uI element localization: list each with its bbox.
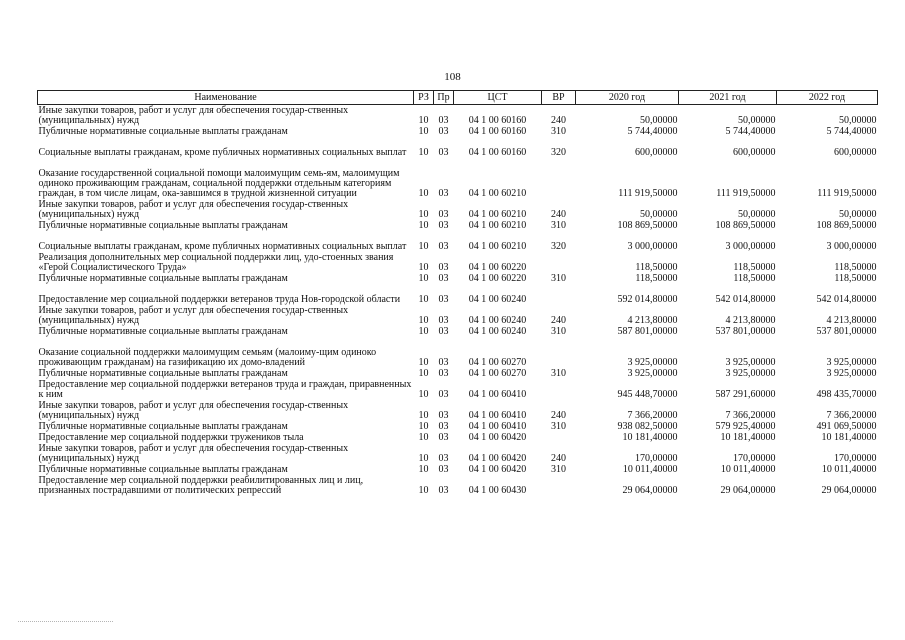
row-2020: 118,50000 [635, 273, 678, 284]
table-row [38, 158, 878, 199]
row-pr: 03 [438, 464, 449, 475]
row-2021: 542 014,80000 [715, 294, 776, 305]
table-row [38, 305, 878, 326]
row-2021: 111 919,50000 [716, 188, 776, 199]
row-2020: 170,00000 [635, 453, 678, 464]
row-2020: 3 925,00000 [627, 357, 678, 368]
row-2020: 10 181,40000 [622, 432, 678, 443]
row-pr: 03 [438, 368, 449, 379]
table-row [38, 284, 878, 305]
row-2020: 7 366,20000 [627, 410, 678, 421]
row-2021: 3 000,00000 [725, 241, 776, 252]
row-cst: 04 1 00 60410 [468, 389, 527, 400]
row-cst: 04 1 00 60210 [468, 220, 527, 231]
header-name: Наименование [38, 91, 414, 105]
row-rz: 10 [418, 115, 429, 126]
row-vr: 240 [551, 315, 566, 326]
row-vr [542, 432, 576, 443]
row-2022: 111 919,50000 [817, 188, 877, 199]
row-2022: 4 213,80000 [826, 315, 877, 326]
table-row [38, 252, 878, 273]
row-2021: 4 213,80000 [725, 315, 776, 326]
table-row [38, 475, 878, 496]
row-cst: 04 1 00 60240 [468, 326, 527, 337]
row-pr: 03 [438, 241, 449, 252]
row-vr: 310 [551, 126, 566, 137]
row-vr [542, 379, 576, 400]
row-name: Реализация дополнительных мер социальной поддержки лиц, удо-стоенных звания «Герой Социалистического Труда» [38, 252, 394, 273]
row-2021: 50,00000 [738, 115, 776, 126]
table-row [38, 464, 878, 475]
header-rz: РЗ [414, 91, 434, 105]
row-2020: 945 448,70000 [617, 389, 678, 400]
row-cst: 04 1 00 60220 [468, 273, 527, 284]
table-row [38, 137, 878, 158]
row-name: Публичные нормативные социальные выплаты гражданам [38, 368, 288, 379]
row-pr: 03 [438, 220, 449, 231]
row-cst: 04 1 00 60410 [468, 421, 527, 432]
row-pr: 03 [438, 357, 449, 368]
row-pr: 03 [438, 326, 449, 337]
row-2022: 118,50000 [834, 262, 877, 273]
row-rz: 10 [418, 326, 429, 337]
row-2021: 587 291,60000 [715, 389, 776, 400]
row-pr: 03 [438, 115, 449, 126]
table-row [38, 326, 878, 337]
row-2020: 50,00000 [640, 209, 678, 220]
row-name: Предоставление мер социальной поддержки тружеников тыла [38, 432, 304, 443]
row-2021: 7 366,20000 [725, 410, 776, 421]
table-row [38, 273, 878, 284]
row-2021: 537 801,00000 [715, 326, 776, 337]
row-2022: 170,00000 [834, 453, 877, 464]
row-pr: 03 [438, 421, 449, 432]
header-2021: 2021 год [679, 91, 777, 105]
row-cst: 04 1 00 60160 [468, 126, 527, 137]
row-pr: 03 [438, 126, 449, 137]
row-2021: 600,00000 [733, 147, 776, 158]
row-vr: 320 [551, 241, 566, 252]
row-rz: 10 [418, 464, 429, 475]
row-cst: 04 1 00 60210 [468, 241, 527, 252]
row-2022: 491 069,50000 [816, 421, 877, 432]
row-2021: 3 925,00000 [725, 357, 776, 368]
row-2020: 118,50000 [635, 262, 678, 273]
row-rz: 10 [418, 220, 429, 231]
row-2021: 3 925,00000 [725, 368, 776, 379]
row-rz: 10 [418, 126, 429, 137]
row-2021: 29 064,00000 [720, 485, 776, 496]
row-2022: 3 925,00000 [826, 368, 877, 379]
table-row [38, 443, 878, 464]
row-2021: 50,00000 [738, 209, 776, 220]
table-row [38, 220, 878, 231]
row-pr: 03 [438, 294, 449, 305]
table-row [38, 199, 878, 220]
header-2020: 2020 год [576, 91, 679, 105]
row-pr: 03 [438, 273, 449, 284]
row-pr: 03 [438, 315, 449, 326]
header-pr: Пр [434, 91, 454, 105]
row-vr: 310 [551, 326, 566, 337]
row-cst: 04 1 00 60160 [468, 115, 527, 126]
row-vr [542, 158, 576, 199]
table-row [38, 231, 878, 252]
row-name: Публичные нормативные социальные выплаты гражданам [38, 126, 288, 137]
row-vr: 310 [551, 464, 566, 475]
table-row [38, 400, 878, 421]
row-pr: 03 [438, 432, 449, 443]
row-vr [542, 475, 576, 496]
row-2021: 118,50000 [733, 262, 776, 273]
row-vr [542, 284, 576, 305]
row-name: Иные закупки товаров, работ и услуг для обеспечения государ-ственных (муниципальных) нужд [38, 443, 349, 464]
row-2021: 579 925,40000 [715, 421, 776, 432]
row-2022: 10 011,40000 [821, 464, 877, 475]
row-2020: 3 925,00000 [627, 368, 678, 379]
row-vr: 240 [551, 115, 566, 126]
row-name: Иные закупки товаров, работ и услуг для обеспечения государ-ственных (муниципальных) нужд [38, 105, 349, 126]
row-2020: 5 744,40000 [627, 126, 678, 137]
header-vr: ВР [542, 91, 576, 105]
row-cst: 04 1 00 60430 [468, 485, 527, 496]
row-name: Иные закупки товаров, работ и услуг для обеспечения государ-ственных (муниципальных) нужд [38, 400, 349, 421]
row-2020: 4 213,80000 [627, 315, 678, 326]
row-name: Социальные выплаты гражданам, кроме публичных нормативных социальных выплат [38, 241, 407, 252]
row-cst: 04 1 00 60160 [468, 147, 527, 158]
row-name: Публичные нормативные социальные выплаты гражданам [38, 220, 288, 231]
row-2022: 498 435,70000 [816, 389, 877, 400]
row-name: Социальные выплаты гражданам, кроме публичных нормативных социальных выплат [38, 147, 407, 158]
row-rz: 10 [418, 432, 429, 443]
row-2020: 3 000,00000 [627, 241, 678, 252]
row-2020: 111 919,50000 [618, 188, 678, 199]
row-2020: 108 869,50000 [617, 220, 678, 231]
row-rz: 10 [418, 485, 429, 496]
row-rz: 10 [418, 188, 429, 199]
row-2021: 5 744,40000 [725, 126, 776, 137]
row-cst: 04 1 00 60240 [468, 294, 527, 305]
row-rz: 10 [418, 262, 429, 273]
table-row [38, 337, 878, 368]
row-cst: 04 1 00 60240 [468, 315, 527, 326]
row-2022: 542 014,80000 [816, 294, 877, 305]
table-row [38, 432, 878, 443]
row-name: Оказание социальной поддержки малоимущим семьям (малоиму-щим одиноко проживающим гражданам) на газификацию их домо-владений [38, 347, 377, 368]
row-rz: 10 [418, 357, 429, 368]
row-rz: 10 [418, 421, 429, 432]
row-vr: 240 [551, 410, 566, 421]
row-2022: 10 181,40000 [821, 432, 877, 443]
row-rz: 10 [418, 241, 429, 252]
row-vr: 310 [551, 220, 566, 231]
row-name: Иные закупки товаров, работ и услуг для обеспечения государ-ственных (муниципальных) нужд [38, 305, 349, 326]
row-cst: 04 1 00 60420 [468, 464, 527, 475]
row-vr: 240 [551, 453, 566, 464]
row-name: Предоставление мер социальной поддержки ветеранов труда Нов-городской области [38, 294, 401, 305]
row-vr [542, 337, 576, 368]
row-rz: 10 [418, 368, 429, 379]
scan-artifact [18, 621, 113, 625]
header-2022: 2022 год [777, 91, 878, 105]
row-2022: 50,00000 [839, 209, 877, 220]
page-number: 108 [444, 71, 461, 83]
row-2022: 3 925,00000 [826, 357, 877, 368]
row-cst: 04 1 00 60420 [468, 432, 527, 443]
row-rz: 10 [418, 315, 429, 326]
header-cst: ЦСТ [454, 91, 542, 105]
row-name: Предоставление мер социальной поддержки реабилитированных лиц и лиц, признанных пострадавшими от политических репрессий [38, 475, 364, 496]
row-2022: 3 000,00000 [826, 241, 877, 252]
row-2022: 50,00000 [839, 115, 877, 126]
row-2020: 10 011,40000 [622, 464, 678, 475]
row-pr: 03 [438, 389, 449, 400]
row-vr: 320 [551, 147, 566, 158]
row-2020: 29 064,00000 [622, 485, 678, 496]
row-2020: 592 014,80000 [617, 294, 678, 305]
row-name: Оказание государственной социальной помощи малоимущим семь-ям, малоимущим одиноко проживающим гражданам, социальной поддержки отдельным категориям граждан, в том числе лицам, ока-завшимся в трудной жизненной ситуации [38, 168, 400, 199]
row-rz: 10 [418, 410, 429, 421]
row-cst: 04 1 00 60220 [468, 262, 527, 273]
row-cst: 04 1 00 60210 [468, 209, 527, 220]
row-pr: 03 [438, 410, 449, 421]
row-2022: 29 064,00000 [821, 485, 877, 496]
table-row [38, 379, 878, 400]
row-rz: 10 [418, 147, 429, 158]
row-pr: 03 [438, 209, 449, 220]
row-name: Публичные нормативные социальные выплаты гражданам [38, 273, 288, 284]
row-rz: 10 [418, 294, 429, 305]
row-name: Публичные нормативные социальные выплаты гражданам [38, 326, 288, 337]
row-2021: 108 869,50000 [715, 220, 776, 231]
row-pr: 03 [438, 485, 449, 496]
row-rz: 10 [418, 389, 429, 400]
row-2022: 118,50000 [834, 273, 877, 284]
row-name: Иные закупки товаров, работ и услуг для обеспечения государ-ственных (муниципальных) нужд [38, 199, 349, 220]
row-vr: 240 [551, 209, 566, 220]
table-row [38, 421, 878, 432]
table-row [38, 368, 878, 379]
row-vr [542, 252, 576, 273]
row-2022: 600,00000 [834, 147, 877, 158]
row-cst: 04 1 00 60270 [468, 357, 527, 368]
row-2022: 5 744,40000 [826, 126, 877, 137]
row-pr: 03 [438, 453, 449, 464]
row-rz: 10 [418, 453, 429, 464]
row-cst: 04 1 00 60410 [468, 410, 527, 421]
row-2021: 10 011,40000 [720, 464, 776, 475]
row-name: Публичные нормативные социальные выплаты гражданам [38, 421, 288, 432]
budget-table [37, 90, 878, 496]
row-vr: 310 [551, 421, 566, 432]
row-2021: 118,50000 [733, 273, 776, 284]
row-rz: 10 [418, 209, 429, 220]
header-row [38, 91, 878, 105]
row-pr: 03 [438, 147, 449, 158]
row-rz: 10 [418, 273, 429, 284]
row-vr: 310 [551, 273, 566, 284]
row-2022: 7 366,20000 [826, 410, 877, 421]
row-cst: 04 1 00 60420 [468, 453, 527, 464]
row-2022: 108 869,50000 [816, 220, 877, 231]
row-2022: 537 801,00000 [816, 326, 877, 337]
table-row [38, 105, 878, 127]
table-row [38, 126, 878, 137]
row-2020: 938 082,50000 [617, 421, 678, 432]
row-pr: 03 [438, 188, 449, 199]
row-vr: 310 [551, 368, 566, 379]
row-2021: 10 181,40000 [720, 432, 776, 443]
row-cst: 04 1 00 60270 [468, 368, 527, 379]
row-name: Публичные нормативные социальные выплаты гражданам [38, 464, 288, 475]
row-2021: 170,00000 [733, 453, 776, 464]
row-2020: 600,00000 [635, 147, 678, 158]
row-cst: 04 1 00 60210 [468, 188, 527, 199]
row-pr: 03 [438, 262, 449, 273]
row-2020: 50,00000 [640, 115, 678, 126]
row-2020: 587 801,00000 [617, 326, 678, 337]
row-name: Предоставление мер социальной поддержки ветеранов труда и граждан, приравненных к ним [38, 379, 412, 400]
